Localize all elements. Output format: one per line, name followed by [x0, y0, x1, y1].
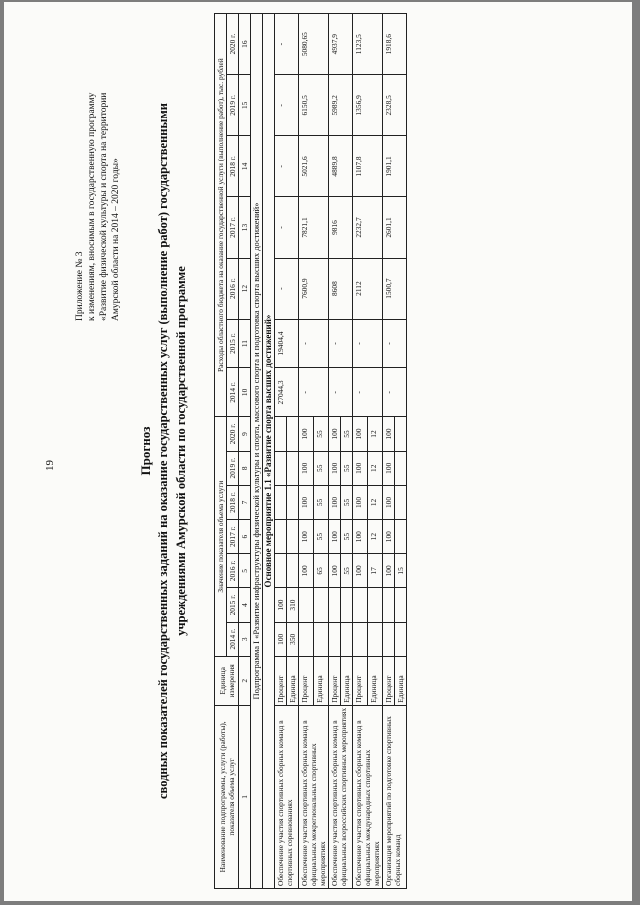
appendix-line-1: Приложение № 3 [75, 251, 85, 321]
row-value: 100 [329, 417, 341, 451]
row-value [275, 554, 287, 588]
header-year-indicator: 2018 г. [227, 485, 239, 519]
row-value: 100 [383, 417, 395, 451]
row-value [287, 554, 299, 588]
row-value: 100 [329, 520, 341, 554]
row-value [383, 588, 395, 622]
row-expense: - [329, 368, 353, 417]
row-value: 100 [329, 554, 341, 588]
row-value [341, 622, 353, 656]
row-expense: 2232,7 [353, 197, 383, 258]
page-number: 19 [44, 460, 56, 471]
row-value: 100 [353, 485, 368, 519]
row-value [368, 588, 383, 622]
row-value [395, 520, 407, 554]
column-number: 2 [239, 656, 251, 705]
column-number: 4 [239, 588, 251, 622]
row-unit: Единица [395, 656, 407, 705]
column-number: 5 [239, 554, 251, 588]
column-number: 8 [239, 451, 251, 485]
row-value [287, 485, 299, 519]
row-value [299, 588, 314, 622]
row-value: 100 [299, 417, 314, 451]
row-expense: 8608 [329, 258, 353, 319]
row-name: Обеспечение участия спортивных сборных команд в официальных международных спортивных мероприятиях [353, 705, 383, 888]
header-row [215, 14, 227, 889]
row-unit: Единица [287, 656, 299, 705]
header-indicator-group: Значение показателя объема услуги [215, 417, 227, 657]
row-expense: 1356,9 [353, 75, 383, 136]
header-year-expense: 2016 г. [227, 258, 239, 319]
header-year-expense: 2019 г. [227, 75, 239, 136]
column-number: 10 [239, 368, 251, 417]
row-value [383, 622, 395, 656]
row-name: Обеспечение участия спортивных сборных команд в официальных межрегиональных спортивных мероприятиях [299, 705, 329, 888]
row-unit: Процент [275, 656, 287, 705]
row-expense: - [275, 136, 299, 197]
row-value: 17 [368, 554, 383, 588]
document-page [4, 2, 632, 901]
row-value [395, 622, 407, 656]
header-name: Наименование подпрограммы, услуги (работы), показателя объема услуг [215, 705, 239, 888]
row-value: 100 [275, 588, 287, 622]
row-unit: Единица [314, 656, 329, 705]
header-year-indicator: 2019 г. [227, 451, 239, 485]
row-value: 55 [314, 485, 329, 519]
row-value: 55 [314, 520, 329, 554]
row-value [329, 588, 341, 622]
row-unit: Процент [299, 656, 314, 705]
row-expense: - [353, 368, 383, 417]
row-expense: 2328,5 [383, 75, 407, 136]
row-name: Обеспечение участия спортивных сборных команд в спортивных соревнованиях [275, 705, 299, 888]
row-unit: Процент [353, 656, 368, 705]
row-value: 100 [329, 451, 341, 485]
row-unit: Процент [383, 656, 395, 705]
row-expense: 1107,8 [353, 136, 383, 197]
table-row [299, 14, 314, 889]
header-year-expense: 2017 г. [227, 197, 239, 258]
column-number: 12 [239, 258, 251, 319]
row-expense: - [329, 319, 353, 368]
row-value [275, 520, 287, 554]
header-year-indicator: 2017 г. [227, 520, 239, 554]
appendix-line-4: Амурской области на 2014 – 2020 годы» [111, 158, 121, 321]
row-value: 100 [329, 485, 341, 519]
row-expense: - [353, 319, 383, 368]
row-value: 55 [341, 520, 353, 554]
forecast-table [214, 13, 407, 889]
column-number: 1 [239, 705, 251, 888]
row-expense: - [299, 319, 329, 368]
row-expense: 27044,3 [275, 368, 299, 417]
row-value [287, 417, 299, 451]
row-value [314, 588, 329, 622]
subprogram-title: Подпрограмма I «Развитие инфраструктуры физической культуры и спорта, массового спорта и подготовка спорта высших достижений» [251, 14, 263, 889]
header-unit: Единица измерения [215, 656, 239, 705]
main-event-title: Основное мероприятие 1.1 «Развитие спорта высших достижений» [263, 14, 275, 889]
row-name: Обеспечение участия спортивных сборных команд в официальных всероссийских спортивных мероприятиях [329, 705, 353, 888]
row-value: 100 [275, 622, 287, 656]
row-expense: - [275, 14, 299, 75]
row-unit: Процент [329, 656, 341, 705]
row-value: 15 [395, 554, 407, 588]
header-expense-group: Расходы областного бюджета на оказание государственной услуги (выполнение работ), тыс. рублей [215, 14, 227, 417]
header-year-indicator: 2014 г. [227, 622, 239, 656]
row-value: 100 [383, 485, 395, 519]
header-year-indicator: 2015 г. [227, 588, 239, 622]
row-expense: 2112 [353, 258, 383, 319]
row-value: 12 [368, 520, 383, 554]
row-value [287, 451, 299, 485]
column-number: 11 [239, 319, 251, 368]
row-value: 100 [353, 451, 368, 485]
header-year-expense: 2015 г. [227, 319, 239, 368]
row-expense: 1123,5 [353, 14, 383, 75]
row-expense: 4889,8 [329, 136, 353, 197]
appendix-line-3: «Развитие физической культуры и спорта на территории [99, 92, 109, 321]
row-value: 55 [314, 451, 329, 485]
row-expense: 5021,6 [299, 136, 329, 197]
main-event-row [263, 14, 275, 889]
header-year-indicator: 2016 г. [227, 554, 239, 588]
row-value [314, 622, 329, 656]
header-year-expense: 2018 г. [227, 136, 239, 197]
row-value [275, 485, 287, 519]
column-number: 15 [239, 75, 251, 136]
row-value: 350 [287, 622, 299, 656]
row-expense: 19404,4 [275, 319, 299, 368]
row-expense: 9816 [329, 197, 353, 258]
subprogram-row [251, 14, 263, 889]
row-expense: 7821,1 [299, 197, 329, 258]
row-value: 100 [353, 417, 368, 451]
column-number: 13 [239, 197, 251, 258]
column-number: 16 [239, 14, 251, 75]
row-value: 12 [368, 485, 383, 519]
row-expense: 5989,2 [329, 75, 353, 136]
row-value: 100 [353, 520, 368, 554]
row-expense: - [275, 197, 299, 258]
row-value: 12 [368, 417, 383, 451]
row-expense: 1918,6 [383, 14, 407, 75]
header-year-expense: 2020 г. [227, 14, 239, 75]
table-row [383, 14, 395, 889]
column-number: 7 [239, 485, 251, 519]
row-value [341, 588, 353, 622]
row-value: 55 [341, 451, 353, 485]
row-expense: 7600,9 [299, 258, 329, 319]
row-value [275, 451, 287, 485]
column-number: 6 [239, 520, 251, 554]
row-value [275, 417, 287, 451]
row-value: 55 [341, 417, 353, 451]
column-number: 3 [239, 622, 251, 656]
row-value: 100 [299, 451, 314, 485]
row-value [353, 622, 368, 656]
row-value: 55 [341, 554, 353, 588]
row-expense: - [275, 75, 299, 136]
row-value: 100 [299, 554, 314, 588]
document-subtitle-line-1: сводных показателей государственных заданий на оказание государственных услуг (выполнение работ) государственными [156, 103, 170, 799]
row-unit: Единица [341, 656, 353, 705]
table-row [329, 14, 341, 889]
row-value [287, 520, 299, 554]
row-expense: 2601,1 [383, 197, 407, 258]
row-expense: - [275, 258, 299, 319]
row-value [368, 622, 383, 656]
row-value [329, 622, 341, 656]
row-expense: 1500,7 [383, 258, 407, 319]
document-title: Прогноз [138, 426, 153, 476]
row-unit: Единица [368, 656, 383, 705]
header-year-indicator: 2020 г. [227, 417, 239, 451]
row-name: Организация мероприятий по подготовке спортивных сборных команд [383, 705, 407, 888]
row-value: 100 [383, 554, 395, 588]
row-expense: 1901,1 [383, 136, 407, 197]
column-number: 9 [239, 417, 251, 451]
row-value [395, 417, 407, 451]
row-value: 100 [383, 451, 395, 485]
row-value [299, 622, 314, 656]
row-value [395, 485, 407, 519]
row-value: 55 [341, 485, 353, 519]
row-value: 55 [314, 417, 329, 451]
row-expense: 4937,9 [329, 14, 353, 75]
table-row [353, 14, 368, 889]
header-year-expense: 2014 г. [227, 368, 239, 417]
column-number: 14 [239, 136, 251, 197]
row-value [395, 451, 407, 485]
row-expense: - [383, 319, 407, 368]
appendix-note [74, 21, 122, 321]
table-row [275, 14, 287, 889]
row-value: 100 [383, 520, 395, 554]
row-expense: 6150,5 [299, 75, 329, 136]
row-value: 100 [353, 554, 368, 588]
document-subtitle-line-2: учреждениями Амурской области по государственной программе [174, 266, 188, 636]
row-value [395, 588, 407, 622]
appendix-line-2: к изменениям, вносимым в государственную программу [87, 92, 97, 321]
row-value: 100 [299, 520, 314, 554]
row-value: 100 [299, 485, 314, 519]
row-value: 65 [314, 554, 329, 588]
rotated-content [4, 2, 632, 901]
row-expense: - [299, 368, 329, 417]
row-expense: 5080,65 [299, 14, 329, 75]
column-number-row [239, 14, 251, 889]
row-expense: - [383, 368, 407, 417]
row-value: 310 [287, 588, 299, 622]
row-value [353, 588, 368, 622]
row-value: 12 [368, 451, 383, 485]
